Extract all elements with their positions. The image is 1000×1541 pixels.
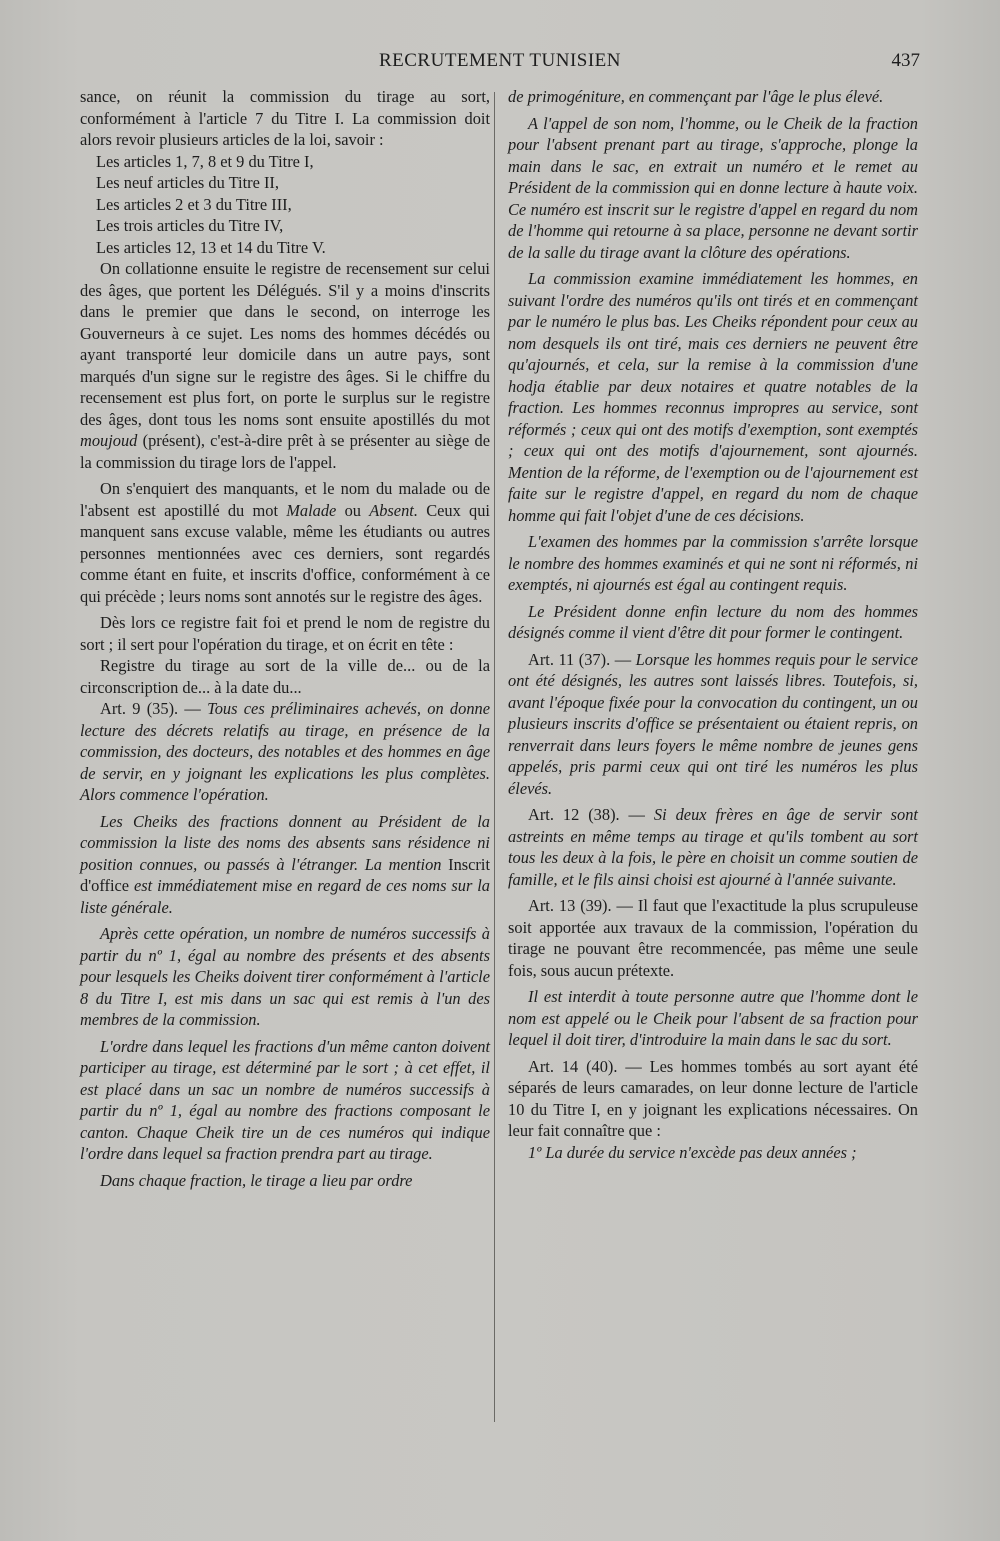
list-item: Les articles 1, 7, 8 et 9 du Titre I,: [96, 151, 314, 171]
list-item: Les neuf articles du Titre II,: [96, 173, 279, 192]
paragraph: [80, 478, 490, 607]
roman-term: Inscrit d'office: [80, 854, 490, 895]
paragraph: 1º La durée du service n'excède pas deux années ;: [528, 1142, 857, 1162]
paragraph: sance, on réunit la commission du tirage au sort, conformément à l'article 7 du Titre I. La commission doit alors revoir plusieurs articles de la loi, savoir :: [80, 87, 490, 149]
italic-term: Malade: [286, 500, 337, 520]
paragraph: L'examen des hommes par la commission s'arrête lorsque le nombre des hommes examinés et qui ne sont ni réformés, ni exemptés, ni ajournés est égal au contingent requis.: [508, 532, 918, 594]
list-item: Les articles 12, 13 et 14 du Titre V.: [96, 237, 326, 257]
article-label: Art. 14 (40). —: [528, 1056, 642, 1076]
paragraph: L'ordre dans lequel les fractions d'un même canton doivent participer au tirage, est déterminé par le sort ; à cet effet, il est placé dans un sac un nombre de numéros successifs à partir du nº 1, égal au nombre des fractions composant le canton. Chaque Cheik tire un de ces numéros qui indique l'ordre dans lequel sa fraction prendra part au tirage.: [80, 1036, 490, 1163]
italic-term: moujoud: [80, 431, 138, 450]
page-header: [80, 50, 920, 80]
paragraph: La commission examine immédiatement les hommes, en suivant l'ordre des numéros qu'ils ont tirés et en commençant par le numéro le plus bas. Les Cheiks répondent pour ceux au nom desquels ils ont tiré, mais ces derniers ne peuvent être qu'ajournés, et cela, sur la remise à la commission d'une hodja établie par deux notaires et quatre notables de la fraction. Les hommes reconnus impropres au service, sont réformés ; ceux qui ont des motifs d'exemption, sont exemptés ; ceux qui ont des motifs d'ajournement, sont ajournés. Mention de la réforme, de l'exemption ou de l'ajournement est faite sur le registre d'appel, en regard du nom de chaque homme qui fait l'objet d'une de ces décisions.: [508, 269, 918, 525]
paragraph: A l'appel de son nom, l'homme, ou le Cheik de la fraction pour l'absent prenant part au tirage, s'approche, plonge la main dans le sac, en extrait un numéro et le remet au Président de la commission qui en donne lecture à haute voix. Ce numéro est inscrit sur le registre d'appel en regard du nom de l'homme qui retourne à sa place, personne ne devant sortir de la salle du tirage avant la clôture des opérations.: [508, 113, 918, 262]
article-text: Il faut que l'exactitude la plus scrupuleuse soit apportée aux travaux de la commission, l'opération du tirage ne pouvant être recommencée, pas même une seule fois, sous aucun prétexte.: [508, 896, 918, 980]
column-divider: [494, 92, 495, 1422]
article-paragraph: [80, 698, 490, 806]
text-run: Ceux qui manquent sans excuse valable, même les étudiants ou autres personnes mentionnées avec ces derniers, sont regardés comme étant en fuite, et inscrits d'office, conformément à ce qui précède ; leurs noms sont annotés sur le registre des âges.: [80, 500, 490, 606]
running-head: RECRUTEMENT TUNISIEN: [378, 50, 622, 71]
paragraph: [80, 258, 490, 473]
paragraph: [80, 811, 490, 919]
article-label: Art. 9 (35). —: [100, 699, 201, 718]
article-label: Art. 11 (37). —: [528, 649, 632, 669]
article-label: Art. 13 (39). —: [528, 896, 633, 915]
article-paragraph: [508, 804, 918, 890]
article-paragraph: [508, 895, 918, 981]
article-paragraph: [508, 649, 918, 800]
list-item: Les trois articles du Titre IV,: [96, 216, 284, 235]
text-run: ou: [344, 500, 361, 520]
text-run: On collationne ensuite le registre de recensement sur celui des âges, que portent les Délégués. S'il y a moins d'inscrits dans le premier que dans le second, on interroge les Gouverneurs à ce sujet. Les noms des hommes décédés ou ayant transporté leur domicile dans un autre pays, sont marqués d'un signe sur le registre des âges. Si le chiffre du recensement est plus fort, on porte le surplus sur le registre des âges, dont tous les noms sont ensuite apostillés du mot: [80, 259, 490, 429]
list-item: Les articles 2 et 3 du Titre III,: [96, 194, 292, 214]
text-run: (présent), c'est-à-dire prêt à se présenter au siège de la commission du tirage lors de l'appel.: [80, 431, 490, 472]
article-text: Lorsque les hommes requis pour le service ont été désignés, les autres sont laissés libres. Toutefois, si, avant l'époque fixée pour la convocation du contingent, un ou plusieurs inscrits d'office se présentaient ou étaient repris, on renverrait dans leurs foyers le même nombre de jeunes gens appelés, pris parmi ceux qui ont tiré les numéros les plus élevés.: [508, 649, 918, 798]
page-number: 437: [891, 50, 920, 71]
paragraph: Dans chaque fraction, le tirage a lieu par ordre: [100, 1170, 413, 1190]
article-text: Tous ces préliminaires achevés, on donne lecture des décrets relatifs au tirage, en présence de la commission, des docteurs, des notables et des hommes en âge de servir, en y joignant les explications les plus complètes. Alors commence l'opération.: [80, 699, 490, 804]
text-run: est immédiatement mise en regard de ces noms sur la liste générale.: [80, 876, 490, 917]
paragraph: Registre du tirage au sort de la ville de... ou de la circonscription de... à la date du...: [80, 656, 490, 697]
article-paragraph: [508, 1056, 918, 1142]
article-label: Art. 12 (38). —: [528, 805, 645, 824]
left-column: [80, 86, 490, 1191]
paragraph: Il est interdit à toute personne autre que l'homme dont le nom est appelé ou le Cheik pour l'absent de sa fraction pour lequel il doit tirer, d'introduire la main dans le sac du sort.: [508, 987, 918, 1049]
paragraph: Après cette opération, un nombre de numéros successifs à partir du nº 1, égal au nombre des présents et des absents pour lesquels les Cheiks doivent tirer conformément à l'article 8 du Titre I, est mis dans un sac qui est remis à l'un des membres de la commission.: [80, 924, 490, 1029]
paragraph: de primogéniture, en commençant par l'âge le plus élevé.: [508, 87, 884, 106]
italic-term: Absent.: [369, 500, 418, 520]
text-run: On s'enquiert des manquants, et le nom du malade ou de l'absent est apostillé du mot: [80, 479, 490, 520]
text-run: Les Cheiks des fractions donnent au Président de la commission la liste des noms des absents sans résidence ni position connues, ou passés à l'étranger. La mention: [80, 811, 490, 874]
paragraph: Dès lors ce registre fait foi et prend le nom de registre du sort ; il sert pour l'opération du tirage, et on écrit en tête :: [80, 613, 490, 654]
article-text: Si deux frères en âge de servir sont astreints en même temps au tirage et qu'ils tombent au sort tous les deux à la fois, le père en choisit un comme soutien de famille, et le fils ainsi choisi est ajourné à l'année suivante.: [508, 805, 918, 889]
article-text: Les hommes tombés au sort ayant été séparés de leurs camarades, on leur donne lecture de l'article 10 du Titre I, en y joignant les explications nécessaires. On leur fait connaître que :: [508, 1056, 918, 1140]
paragraph: Le Président donne enfin lecture du nom des hommes désignés comme il vient d'être dit pour former le contingent.: [508, 601, 918, 642]
right-column: [508, 86, 918, 1163]
